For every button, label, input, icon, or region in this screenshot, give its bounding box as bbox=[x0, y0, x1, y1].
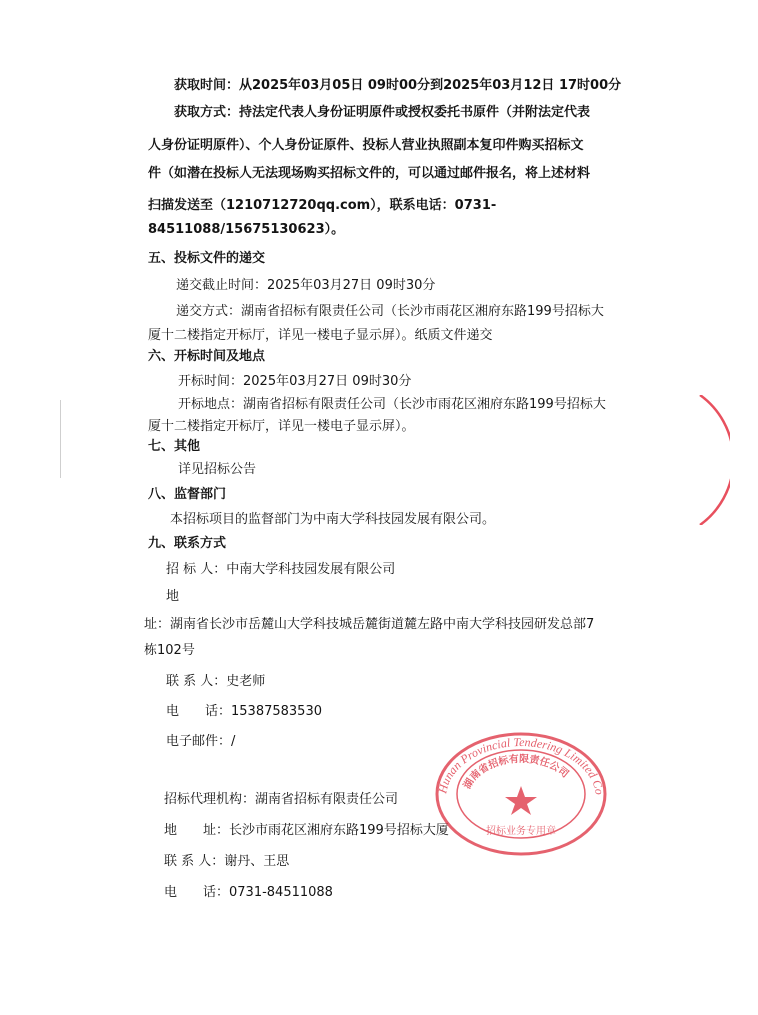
submission-method-line-1: 递交方式：湖南省招标有限责任公司（长沙市雨花区湘府东路199号招标大 bbox=[176, 304, 604, 319]
opening-time: 开标时间：2025年03月27日 09时30分 bbox=[178, 374, 412, 389]
section-9-heading: 九、联系方式 bbox=[148, 536, 227, 551]
acquire-method-line-2: 人身份证明原件）、个人身份证原件、投标人营业执照副本复印件购买招标文 bbox=[148, 138, 584, 153]
seal-inner-text: 湖南省招标有限责任公司 bbox=[462, 753, 571, 791]
section-6-heading: 六、开标时间及地点 bbox=[148, 349, 266, 364]
tenderer-line: 招 标 人：中南大学科技园发展有限公司 bbox=[166, 562, 396, 577]
address-line-2: 栋102号 bbox=[144, 643, 195, 658]
supervision-text: 本招标项目的监督部门为中南大学科技园发展有限公司。 bbox=[170, 512, 496, 527]
agency-line: 招标代理机构：湖南省招标有限责任公司 bbox=[164, 792, 399, 807]
submission-deadline: 递交截止时间：2025年03月27日 09时30分 bbox=[176, 278, 436, 293]
agency-contact: 联 系 人：谢丹、王思 bbox=[164, 854, 290, 869]
edge-seal-fragment bbox=[690, 395, 730, 525]
contact-person: 联 系 人：史老师 bbox=[166, 674, 266, 689]
section-8-heading: 八、监督部门 bbox=[148, 487, 227, 502]
opening-place-line-1: 开标地点：湖南省招标有限责任公司（长沙市雨花区湘府东路199号招标大 bbox=[178, 397, 606, 412]
address-line-1: 址：湖南省长沙市岳麓山大学科技城岳麓街道麓左路中南大学科技园研发总部7 bbox=[144, 617, 595, 632]
opening-place-line-2: 厦十二楼指定开标厅，详见一楼电子显示屏）。 bbox=[148, 419, 415, 434]
company-seal bbox=[432, 728, 610, 856]
other-text: 详见招标公告 bbox=[178, 462, 257, 477]
acquire-method-line-4: 扫描发送至（1210712720qq.com），联系电话：0731- bbox=[148, 198, 497, 213]
acquire-time-line: 获取时间：从2025年03月05日 09时00分到2025年03月12日 17时00分 bbox=[174, 78, 622, 93]
edge-seal-arc bbox=[700, 395, 730, 525]
section-5-heading: 五、投标文件的递交 bbox=[148, 251, 266, 266]
acquire-method-line-1: 获取方式：持法定代表人身份证明原件或授权委托书原件（并附法定代表 bbox=[174, 105, 591, 120]
contact-phone: 电 话：15387583530 bbox=[166, 704, 322, 719]
address-char: 地 bbox=[166, 589, 180, 604]
agency-phone: 电 话：0731-84511088 bbox=[164, 885, 333, 900]
acquire-method-line-3: 件（如潜在投标人无法现场购买招标文件的，可以通过邮件报名，将上述材料 bbox=[148, 166, 591, 181]
seal-star-icon bbox=[505, 786, 537, 815]
section-7-heading: 七、其他 bbox=[148, 439, 201, 454]
agency-address: 地 址：长沙市雨花区湘府东路199号招标大厦 bbox=[164, 823, 449, 838]
seal-bottom-text: 招标业务专用章 bbox=[486, 826, 556, 837]
contact-email: 电子邮件：/ bbox=[166, 734, 236, 749]
seal-outer-text: Hunan Provincial Tendering Limited Co bbox=[435, 734, 607, 796]
left-margin-rule bbox=[60, 400, 61, 478]
submission-method-line-2: 厦十二楼指定开标厅，详见一楼电子显示屏）。纸质文件递交 bbox=[148, 328, 493, 343]
acquire-method-line-5: 84511088/15675130623）。 bbox=[148, 222, 345, 237]
